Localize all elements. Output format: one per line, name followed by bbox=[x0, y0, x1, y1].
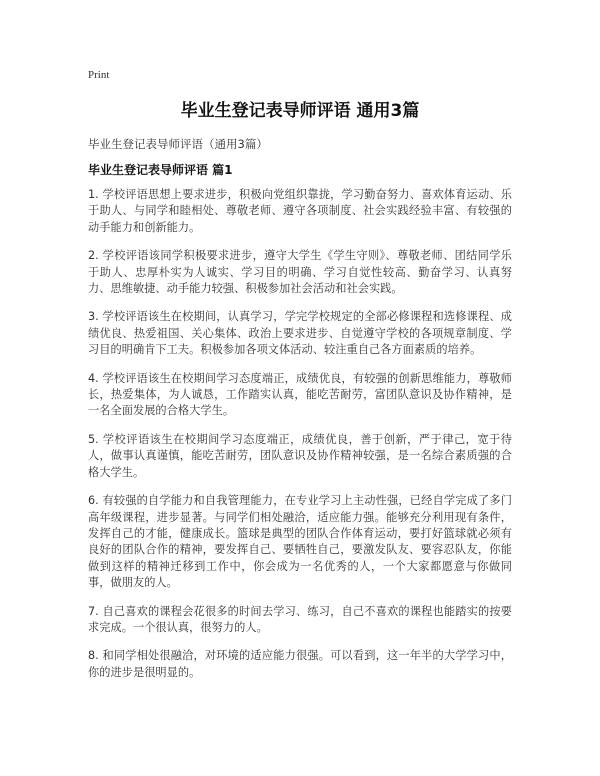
document-title: 毕业生登记表导师评语 通用3篇 bbox=[180, 101, 420, 121]
paragraph-8: 8. 和同学相处很融洽，对环境的适应能力很强。可以看到，这一年半的大学学习中，你的进步是很明显的。 bbox=[88, 649, 512, 679]
paragraph-7: 7. 自己喜欢的课程会花很多的时间去学习、练习，自己不喜欢的课程也能踏实的按要求完成。一个很认真，很努力的人。 bbox=[88, 604, 512, 634]
paragraph-1: 1. 学校评语思想上要求进步，积极向党组织靠拢，学习勤奋努力、喜欢体育运动、乐于助人、与同学和睦相处、尊敬老师、遵守各项制度、社会实践经验丰富、有较强的动手能力和创新能力。 bbox=[88, 188, 512, 234]
paragraph-2: 2. 学校评语该同学积极要求进步，遵守大学生《学生守则》、尊敬老师、团结同学乐于助人、忠厚朴实为人诚实、学习目的明确、学习自觉性较高、勤奋学习、认真努力、思维敏捷、动手能力较强、积极参加社会活动和社会实践。 bbox=[88, 249, 512, 296]
section-heading: 毕业生登记表导师评语 篇1 bbox=[88, 163, 233, 177]
paragraph-3: 3. 学校评语该生在校期间，认真学习，学完学校规定的全部必修课程和选修课程、成绩优良、热爱祖国、关心集体、政治上要求进步、自觉遵守学校的各项规章制度、学习目的明确肯下工夫。积极参加各项文体活动、较注重自己各方面素质的培养。 bbox=[88, 310, 512, 357]
paragraph-6: 6. 有较强的自学能力和自我管理能力，在专业学习上主动性强，已经自学完成了多门高年级课程，进步显著。与同学们相处融洽，适应能力强。能够充分利用现有条件，发挥自己的才能，健康成长。篮球是典型的团队合作体育运动，要打好篮球就必须有良好的团队合作的精神，要发挥自己、要牺牲自己，要激发队友、要容忍队友，你能做到这样的精神迁移到工作中，你会成为一名优秀的人，一个大家都愿意与你做同事，做朋友的人。 bbox=[88, 494, 512, 590]
paragraph-4: 4. 学校评语该生在校期间学习态度端正，成绩优良，有较强的创新思维能力，尊敬师长，热爱集体，为人诚恳，工作踏实认真，能吃苦耐劳，富团队意识及协作精神，是一名全面发展的合格大学生。 bbox=[88, 371, 512, 418]
paragraph-5: 5. 学校评语该生在校期间学习态度端正，成绩优良，善于创新，严于律己，宽于待人，做事认真谨慎，能吃苦耐劳，团队意识及协作精神较强，是一名综合素质强的合格大学生。 bbox=[88, 432, 512, 479]
document-subtitle: 毕业生登记表导师评语（通用3篇） bbox=[88, 137, 268, 151]
print-label: Print bbox=[88, 69, 110, 81]
